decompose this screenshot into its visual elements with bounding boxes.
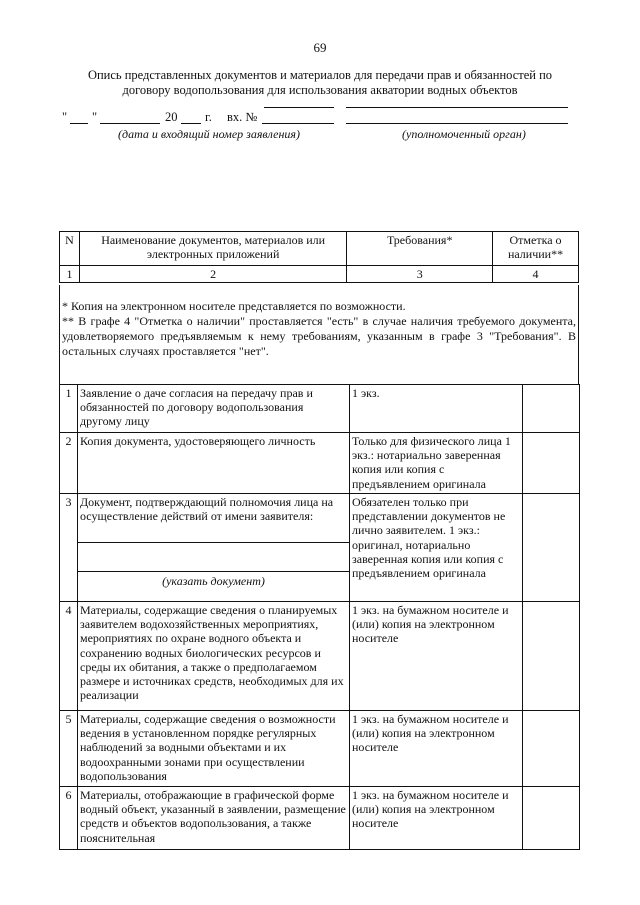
row-document-name: Материалы, отображающие в графической форме водный объект, указанный в заявлении, размещение средств и объектов водопользования, а также пояснительная — [78, 787, 350, 850]
column-number: 4 — [493, 266, 579, 283]
year-suffix: г. — [205, 110, 212, 124]
column-number: 3 — [347, 266, 493, 283]
month-line — [100, 123, 160, 124]
row-number: 4 — [60, 602, 78, 711]
row-number: 1 — [60, 385, 78, 433]
table-row — [60, 602, 580, 711]
row-document-name: Копия документа, удостоверяющего личность — [78, 433, 350, 494]
incoming-number-line — [262, 123, 334, 124]
header-n: N — [60, 232, 80, 266]
header-mark: Отметка о наличии** — [493, 232, 579, 266]
row-document-name: Материалы, содержащие сведения о возможности ведения в установленном порядке регулярных наблюдений за водными объектами и их водоохранными зонами при осуществлении водопользования — [78, 711, 350, 787]
row-mark — [523, 433, 580, 494]
year-line — [181, 123, 201, 124]
table-row — [60, 494, 580, 602]
footnotes — [59, 285, 579, 385]
row-requirements: 1 экз. на бумажном носителе и (или) копия на электронном носителе — [350, 711, 523, 787]
table-row — [60, 711, 580, 787]
row-document-name: Документ, подтверждающий полномочия лица на осуществление действий от имени заявителя: — [80, 495, 334, 524]
documents-table — [59, 384, 580, 850]
row-number: 3 — [60, 494, 78, 602]
row-number: 5 — [60, 711, 78, 787]
header-row — [60, 232, 579, 266]
fill-line — [78, 543, 349, 572]
row-number: 6 — [60, 787, 78, 850]
table-row — [60, 787, 580, 850]
date-caption: (дата и входящий номер заявления) — [118, 127, 300, 141]
row-mark — [523, 385, 580, 433]
authority-upper-line — [346, 107, 568, 108]
row-mark — [523, 711, 580, 787]
header-name: Наименование документов, материалов или электронных приложений — [79, 232, 346, 266]
row-requirements: 1 экз. — [350, 385, 523, 433]
day-line — [70, 123, 88, 124]
row-requirements: Только для физического лица 1 экз.: нотариально заверенная копия или копия с предъявлением оригинала — [350, 433, 523, 494]
table-row — [60, 433, 580, 494]
row-number: 2 — [60, 433, 78, 494]
footnote-1: * Копия на электронном носителе представляется по возможности. — [62, 299, 406, 313]
row-mark — [523, 787, 580, 850]
title-line-1: Опись представленных документов и материалов для передачи прав и обязанностей по — [87, 68, 553, 82]
incoming-number-label: вх. № — [227, 110, 258, 124]
row-requirements: 1 экз. на бумажном носителе и (или) копия на электронном носителе — [350, 787, 523, 850]
authority-line — [346, 123, 568, 124]
column-number: 1 — [60, 266, 80, 283]
column-number: 2 — [79, 266, 346, 283]
authority-caption: (уполномоченный орган) — [402, 127, 526, 141]
row-requirements: Обязателен только при представлении документов не лично заявителем. 1 экз.: оригинал, нотариально заверенная копия или копия с предъявлением оригинала — [350, 494, 523, 602]
row-mark — [523, 602, 580, 711]
row-document-name: Заявление о даче согласия на передачу прав и обязанностей по договору водопользования другому лицу — [78, 385, 350, 433]
document-caption: (указать документ) — [162, 574, 265, 589]
row-document-cell — [78, 494, 350, 602]
column-numbers-row — [60, 266, 579, 283]
page-number: 69 — [313, 40, 327, 55]
row-mark — [523, 494, 580, 602]
year-century: 20 — [165, 110, 178, 124]
title-line-2: договору водопользования для использования акватории водных объектов — [122, 83, 518, 97]
header-requirements: Требования* — [347, 232, 493, 266]
quote-close: " — [92, 110, 98, 124]
fill-line — [78, 523, 349, 543]
row-requirements: 1 экз. на бумажном носителе и (или) копия на электронном носителе — [350, 602, 523, 711]
quote-open: " — [62, 110, 68, 124]
table-row — [60, 385, 580, 433]
page-title — [60, 68, 580, 98]
footnote-2: ** В графе 4 "Отметка о наличии" проставляется "есть" в случае наличия требуемого документа, удовлетворяемого предъявляемым к нему требованиям, указанным в графе 3 "Требования". В остальных случаях проставляется "нет". — [62, 314, 576, 358]
header-table — [59, 231, 579, 283]
upper-line-left — [264, 107, 334, 108]
row-document-name: Материалы, содержащие сведения о планируемых заявителем водохозяйственных мероприятиях, мероприятиях по охране водного объекта и сохранению водных биологических ресурсов и среды их обитания, а также о предполагаемом размере и источниках средств, необходимых для их реализации — [78, 602, 350, 711]
